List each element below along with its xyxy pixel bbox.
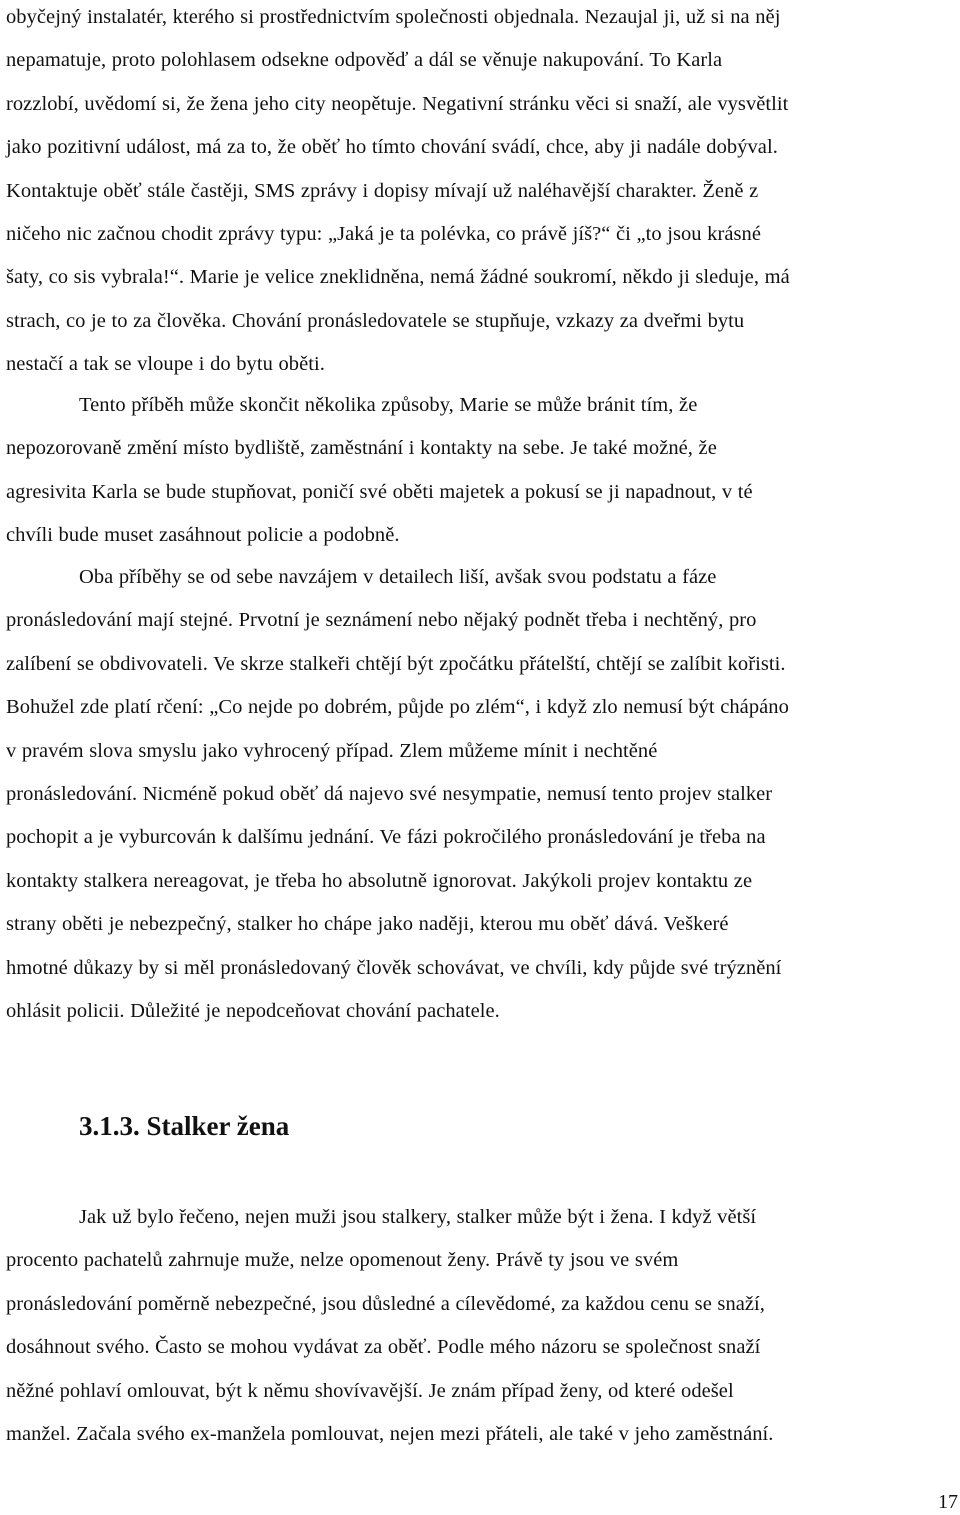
text-line: Tento příběh může skončit několika způsoby, Marie se může bránit tím, že: [79, 394, 698, 416]
text-line: kontakty stalkera nereagovat, je třeba ho absolutně ignorovat. Jakýkoli projev kontaktu ze: [6, 869, 753, 892]
page-number: 17: [938, 1491, 958, 1513]
text-line: rozzlobí, uvědomí si, že žena jeho city neopětuje. Negativní stránku věci si snaží, ale vysvětlit: [6, 92, 789, 115]
paragraph-4: [6, 1196, 954, 1456]
text-line: Jak už bylo řečeno, nejen muži jsou stalkery, stalker může být i žena. I když větší: [79, 1206, 757, 1228]
text-line: jako pozitivní událost, má za to, že oběť ho tímto chování svádí, chce, aby ji nadále dobýval.: [6, 136, 778, 159]
text-line: v pravém slova smyslu jako vyhrocený případ. Zlem můžeme mínit i nechtěné: [6, 739, 658, 762]
text-line: Oba příběhy se od sebe navzájem v detailech liší, avšak svou podstatu a fáze: [79, 566, 717, 588]
text-line: procento pachatelů zahrnuje muže, nelze opomenout ženy. Právě ty jsou ve svém: [6, 1249, 679, 1272]
text-line: nestačí a tak se vloupe i do bytu oběti.: [6, 353, 325, 376]
text-line: pronásledování mají stejné. Prvotní je seznámení nebo nějaký podnět třeba i nechtěný, pro: [6, 609, 757, 632]
text-line: ohlásit policii. Důležité je nepodceňovat chování pachatele.: [6, 1000, 500, 1023]
text-line: dosáhnout svého. Často se mohou vydávat za oběť. Podle mého názoru se společnost snaží: [6, 1336, 761, 1359]
text-line: Bohužel zde platí rčení: „Co nejde po dobrém, půjde po zlém“, i když zlo nemusí být chápáno: [6, 696, 789, 719]
text-line: nepozorovaně změní místo bydliště, zaměstnání i kontakty na sebe. Je také možné, že: [6, 437, 717, 460]
text-line: strany oběti je nebezpečný, stalker ho chápe jako naději, kterou mu oběť dává. Veškeré: [6, 913, 729, 936]
paragraph-3: [6, 556, 954, 1033]
text-line: pronásledování poměrně nebezpečné, jsou důsledné a cílevědomé, za každou cenu se snaží,: [6, 1292, 765, 1315]
text-line: strach, co je to za člověka. Chování pronásledovatele se stupňuje, vzkazy za dveřmi bytu: [6, 309, 745, 332]
paragraph-2: [6, 384, 954, 558]
text-line: pronásledování. Nicméně pokud oběť dá najevo své nesympatie, nemusí tento projev stalker: [6, 783, 773, 806]
section-heading: 3.1.3. Stalker žena: [79, 1111, 290, 1141]
text-line: hmotné důkazy by si měl pronásledovaný člověk schovávat, ve chvíli, kdy půjde své trýznění: [6, 956, 782, 979]
text-line: něžné pohlaví omlouvat, být k němu shovívavější. Je znám případ ženy, od které odešel: [6, 1379, 734, 1402]
text-line: ničeho nic začnou chodit zprávy typu: „Jaká je ta polévka, co právě jíš?“ či „to jsou krásné: [6, 223, 761, 246]
text-line: pochopit a je vyburcován k dalšímu jednání. Ve fázi pokročilého pronásledování je třeba na: [6, 826, 766, 849]
text-line: šaty, co sis vybrala!“. Marie je velice zneklidněna, nemá žádné soukromí, někdo ji sleduje, má: [6, 266, 790, 289]
paragraph-1: [6, 0, 954, 387]
text-line: chvíli bude muset zasáhnout policie a podobně.: [6, 524, 400, 547]
text-line: nepamatuje, proto polohlasem odsekne odpověď a dál se věnuje nakupování. To Karla: [6, 49, 723, 72]
text-line: Kontaktuje oběť stále častěji, SMS zprávy i dopisy mívají už naléhavější charakter. Ženě z: [6, 179, 759, 202]
text-line: manžel. Začala svého ex-manžela pomlouvat, nejen mezi přáteli, ale také v jeho zaměstnání.: [6, 1423, 774, 1446]
text-line: agresivita Karla se bude stupňovat, poničí své oběti majetek a pokusí se ji napadnout, v té: [6, 480, 753, 503]
text-line: zalíbení se obdivovateli. Ve skrze stalkeři chtějí být zpočátku přátelští, chtějí se zalíbit kořisti.: [6, 652, 786, 675]
text-line: obyčejný instalatér, kterého si prostřednictvím společnosti objednala. Nezaujal ji, už si na něj: [6, 6, 781, 28]
